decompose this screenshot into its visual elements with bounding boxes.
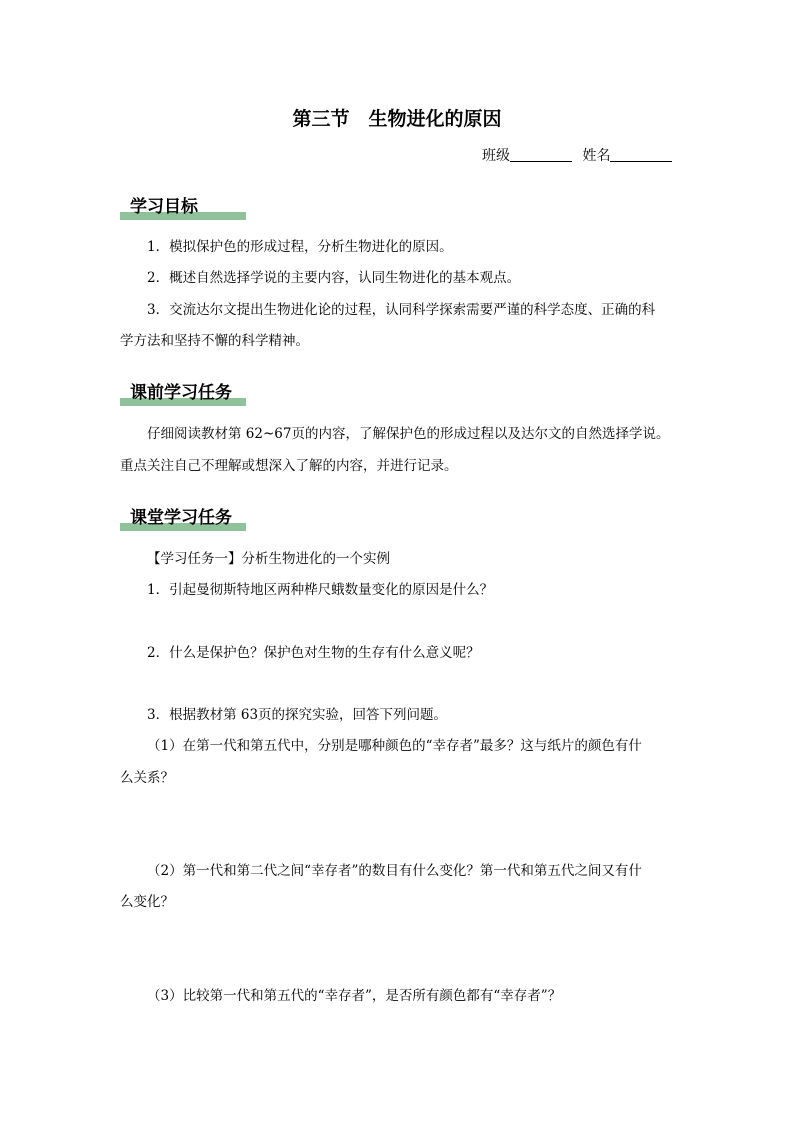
name-blank[interactable] <box>610 147 672 162</box>
question-3-2-line-2: 么变化？ <box>120 894 174 910</box>
section-pre-heading <box>120 378 246 406</box>
question-3-1-line-2: 么关系？ <box>120 770 174 786</box>
goal-1: 1．模拟保护色的形成过程，分析生物进化的原因。 <box>147 239 453 255</box>
class-blank[interactable] <box>510 147 572 162</box>
class-label: 班级 <box>482 148 510 164</box>
section-pre-label: 课前学习任务 <box>130 383 232 403</box>
goal-3-line-1: 3．交流达尔文提出生物进化论的过程，认同科学探索需要严谨的科学态度、正确的科 <box>147 302 656 318</box>
question-3-1-line-1: （1）在第一代和第五代中，分别是哪种颜色的“幸存者”最多？这与纸片的颜色有什 <box>147 738 642 754</box>
section-inclass-heading <box>120 503 246 531</box>
class-name-line <box>482 145 678 165</box>
question-1: 1．引起曼彻斯特地区两种桦尺蛾数量变化的原因是什么？ <box>147 582 494 598</box>
section-goals-heading <box>120 192 246 220</box>
name-label: 姓名 <box>582 148 611 164</box>
task-one-heading: 【学习任务一】分析生物进化的一个实例 <box>147 551 390 567</box>
pre-task-line-2: 重点关注自己不理解或想深入了解的内容，并进行记录。 <box>120 458 458 474</box>
section-goals-label: 学习目标 <box>130 197 198 217</box>
question-3-3: （3）比较第一代和第五代的“幸存者”，是否所有颜色都有“幸存者”？ <box>147 988 562 1004</box>
section-inclass-label: 课堂学习任务 <box>130 508 232 528</box>
pre-task-line-1: 仔细阅读教材第 62~67页的内容，了解保护色的形成过程以及达尔文的自然选择学说。 <box>147 426 670 442</box>
goal-2: 2．概述自然选择学说的主要内容，认同生物进化的基本观点。 <box>147 270 521 286</box>
question-3-2-line-1: （2）第一代和第二代之间“幸存者”的数目有什么变化？第一代和第五代之间又有什 <box>147 863 642 879</box>
goal-3-line-2: 学方法和坚持不懈的科学精神。 <box>120 333 309 349</box>
question-3: 3．根据教材第 63页的探究实验，回答下列问题。 <box>147 707 448 723</box>
question-2: 2．什么是保护色？保护色对生物的生存有什么意义呢？ <box>147 645 480 661</box>
page-title: 第三节 生物进化的原因 <box>292 108 502 130</box>
